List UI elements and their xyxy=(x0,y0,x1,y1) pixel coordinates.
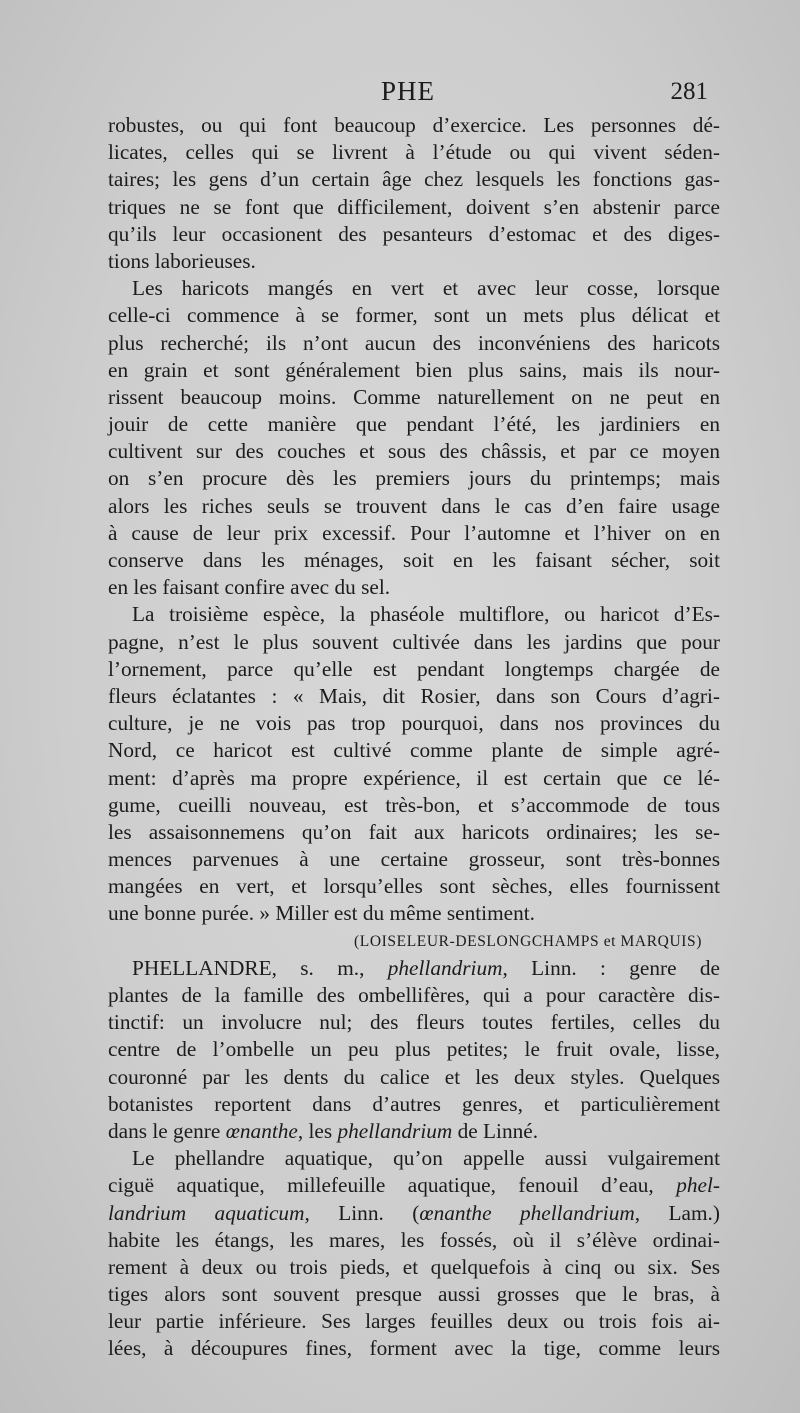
text-line xyxy=(108,656,720,683)
text-line xyxy=(108,221,720,248)
text-line xyxy=(108,846,720,873)
text-line xyxy=(108,737,720,764)
text-run: taires; les gens d’un certain âge chez lesquels les fonctions gas- xyxy=(108,167,720,192)
text-run: l’ornement, parce qu’elle est pendant longtemps chargée de xyxy=(108,656,720,681)
text-line xyxy=(108,1227,720,1254)
text-run: alors les riches seuls se trouvent dans le cas d’en faire usage xyxy=(108,493,720,518)
text-line xyxy=(108,166,720,193)
text-run: Les haricots mangés en vert et avec leur cosse, lorsque xyxy=(132,276,720,301)
text-line xyxy=(108,547,720,574)
text-run: Nord, ce haricot est cultivé comme plante de simple agré- xyxy=(108,738,720,763)
text-run: licates, celles qui se livrent à l’étude ou qui vivent séden- xyxy=(108,140,720,165)
text-line xyxy=(108,302,720,329)
text-run: leur partie inférieure. Ses larges feuilles deux ou trois fois ai- xyxy=(108,1309,720,1334)
text-line xyxy=(108,1308,720,1335)
text-line xyxy=(108,520,720,547)
text-line xyxy=(108,683,720,710)
text-run: rissent beaucoup moins. Comme naturellement on ne peut en xyxy=(108,384,720,409)
text-run: ment: d’après ma propre expérience, il est certain que ce lé- xyxy=(108,765,720,790)
text-line xyxy=(108,330,720,357)
signature-line xyxy=(108,928,720,955)
text-line xyxy=(108,1145,720,1172)
text-line xyxy=(108,792,720,819)
text-line xyxy=(108,1009,720,1036)
text-run: qu’ils leur occasionent des pesanteurs d’estomac et des diges- xyxy=(108,221,720,246)
text-run: mangées en vert, et lorsqu’elles sont sèches, elles fournissent xyxy=(108,874,720,899)
text-line xyxy=(108,982,720,1009)
page-number: 281 xyxy=(670,78,708,105)
text-run: Le phellandre aquatique, qu’on appelle aussi vulgairement xyxy=(132,1146,720,1171)
text-run: fleurs éclatantes : « Mais, dit Rosier, dans son Cours d’agri- xyxy=(108,683,720,708)
text-run: botanistes reportent dans d’autres genres, et particulièrement xyxy=(108,1091,720,1116)
text-line xyxy=(108,574,720,601)
text-run: La troisième espèce, la phaséole multiflore, ou haricot d’Es- xyxy=(132,602,720,627)
italic-text: œnanthe xyxy=(225,1118,298,1143)
text-run: en les faisant confire avec du sel. xyxy=(108,575,391,600)
body-text xyxy=(108,112,720,1363)
text-line xyxy=(108,873,720,900)
text-line xyxy=(108,629,720,656)
text-line xyxy=(108,1335,720,1362)
text-line xyxy=(108,139,720,166)
text-run: de Linné. xyxy=(452,1118,539,1143)
text-line xyxy=(108,465,720,492)
text-line xyxy=(108,438,720,465)
text-run: tions laborieuses. xyxy=(108,248,256,273)
running-head: PHE xyxy=(380,76,435,106)
page-header xyxy=(108,76,708,110)
text-line xyxy=(108,1036,720,1063)
text-run: gume, cueilli nouveau, est très-bon, et s’accommode de tous xyxy=(108,792,720,817)
text-run: lées, à découpures fines, forment avec la tige, comme leurs xyxy=(108,1336,720,1361)
text-line xyxy=(108,248,720,275)
italic-text: landrium aquaticum xyxy=(108,1200,305,1225)
text-run: pagne, n’est le plus souvent cultivée dans les jardins que pour xyxy=(108,629,720,654)
text-run: , Lam.) xyxy=(634,1200,720,1225)
text-run: robustes, ou qui font beaucoup d’exercice. Les personnes dé- xyxy=(108,113,720,137)
text-run: dans le genre xyxy=(108,1118,226,1143)
italic-text: œnanthe phellandrium xyxy=(419,1200,635,1225)
text-line xyxy=(108,1200,720,1227)
text-line xyxy=(108,1064,720,1091)
text-run: couronné par les dents du calice et les deux styles. Quelques xyxy=(108,1064,720,1089)
text-run: en grain et sont généralement bien plus sains, mais ils nour- xyxy=(108,357,720,382)
text-run: plantes de la famille des ombellifères, qui a pour caractère dis- xyxy=(108,983,720,1007)
text-line xyxy=(108,955,720,982)
text-run: triques ne se font que difficilement, doivent s’en abstenir parce xyxy=(108,194,720,219)
text-run: conserve dans les ménages, soit en les faisant sécher, soit xyxy=(108,548,720,572)
text-line xyxy=(108,1091,720,1118)
text-run: , les xyxy=(297,1118,338,1143)
text-line xyxy=(108,1118,720,1145)
text-run: mences parvenues à une certaine grosseur, sont très-bonnes xyxy=(108,847,720,872)
text-line xyxy=(108,357,720,384)
text-run: les assaisonnemens qu’on fait aux haricots ordinaires; les se- xyxy=(108,819,720,844)
text-run: à cause de leur prix excessif. Pour l’automne et l’hiver on en xyxy=(108,520,720,545)
text-run: une bonne purée. » Miller est du même sentiment. xyxy=(108,901,536,926)
text-run: tinctif: un involucre nul; des fleurs toutes fertiles, celles du xyxy=(108,1010,720,1035)
text-run: plus recherché; ils n’ont aucun des inconvéniens des haricots xyxy=(108,330,720,355)
italic-text: phellandrium xyxy=(387,955,503,980)
text-line xyxy=(108,112,720,139)
text-run: (LOISELEUR-DESLONGCHAMPS et MARQUIS) xyxy=(354,932,702,950)
text-line xyxy=(108,765,720,792)
text-line xyxy=(108,1172,720,1199)
text-line xyxy=(108,384,720,411)
text-run: ciguë aquatique, millefeuille aquatique, fenouil d’eau, xyxy=(108,1173,677,1198)
text-run: PHELLANDRE, s. m., xyxy=(132,955,388,980)
text-run: , Linn. ( xyxy=(304,1200,420,1225)
text-line xyxy=(108,275,720,302)
text-run: cultivent sur des couches et sous des châssis, et par ce moyen xyxy=(108,439,720,464)
text-line xyxy=(108,819,720,846)
text-line xyxy=(108,411,720,438)
text-line xyxy=(108,601,720,628)
italic-text: phellandrium xyxy=(337,1118,453,1143)
text-run: centre de l’ombelle un peu plus petites; le fruit ovale, lisse, xyxy=(108,1037,720,1062)
text-run: jouir de cette manière que pendant l’été, les jardiniers en xyxy=(108,412,720,437)
text-line xyxy=(108,1281,720,1308)
text-run: culture, je ne vois pas trop pourquoi, dans nos provinces du xyxy=(108,711,720,736)
text-line xyxy=(108,900,720,927)
text-line xyxy=(108,194,720,221)
text-run: celle-ci commence à se former, sont un mets plus délicat et xyxy=(108,303,720,328)
text-line xyxy=(108,710,720,737)
text-run: , Linn. : genre de xyxy=(502,955,720,980)
text-run: rement à deux ou trois pieds, et quelquefois à cinq ou six. Ses xyxy=(108,1254,720,1279)
text-line xyxy=(108,1254,720,1281)
text-line xyxy=(108,493,720,520)
italic-text: phel- xyxy=(676,1173,720,1198)
text-run: habite les étangs, les mares, les fossés, où il s’élève ordinai- xyxy=(108,1227,720,1252)
text-run: on s’en procure dès les premiers jours du printemps; mais xyxy=(108,466,720,491)
text-run: tiges alors sont souvent presque aussi grosses que le bras, à xyxy=(108,1282,720,1307)
